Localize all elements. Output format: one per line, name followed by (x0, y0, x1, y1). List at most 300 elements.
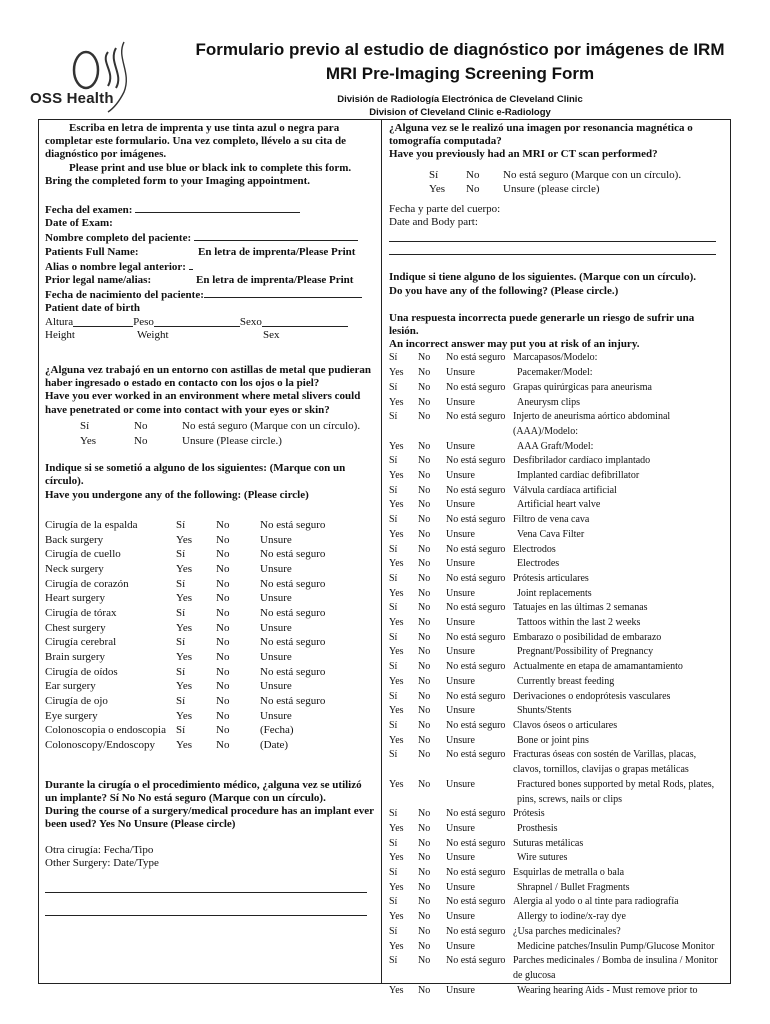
print-hint: En letra de imprenta/Please Print (198, 245, 356, 258)
condition-condition-label: Marcapasos/Modelo: (513, 352, 598, 364)
condition-row[interactable] (389, 498, 725, 513)
condition-condition-label: Prosthesis (517, 822, 558, 834)
condition-row[interactable] (389, 645, 725, 660)
condition-opt-no[interactable]: No (418, 837, 431, 849)
condition-row[interactable] (389, 396, 725, 411)
condition-opt-unsure[interactable]: Unsure (446, 499, 475, 511)
condition-opt-yes[interactable]: Sí (389, 411, 398, 423)
surgery-opt-yes[interactable]: Yes (176, 739, 193, 752)
condition-opt-yes[interactable]: Sí (389, 455, 398, 467)
sex-label-en: Sex (263, 328, 280, 341)
condition-condition-label: Fractured bones supported by metal Rods, plates, pins, screws, nails or clips (517, 778, 715, 805)
condition-row[interactable] (389, 719, 725, 734)
height-field[interactable] (73, 316, 133, 327)
condition-condition-label: Pacemaker/Model: (517, 367, 593, 379)
column-divider (381, 119, 382, 984)
condition-condition-label: Joint replacements (517, 587, 592, 599)
condition-opt-unsure[interactable]: No está seguro (446, 514, 506, 526)
condition-opt-unsure[interactable]: Unsure (446, 852, 475, 864)
condition-opt-yes[interactable]: Yes (389, 646, 404, 658)
condition-opt-yes[interactable]: Sí (389, 955, 398, 967)
condition-opt-yes[interactable]: Sí (389, 896, 398, 908)
surgery-opt-unsure[interactable]: Unsure (260, 709, 292, 722)
surgery-opt-unsure[interactable]: No está seguro (260, 606, 326, 619)
surgery-opt-no[interactable]: No (216, 606, 230, 619)
condition-condition-label: Alergia al yodo o al tinte para radiografía (513, 896, 679, 908)
surgery-opt-unsure[interactable]: Unsure (260, 592, 292, 605)
alias-label-es: Alias o nombre legal anterior: (45, 260, 186, 273)
condition-row[interactable] (389, 410, 725, 439)
condition-opt-no[interactable]: No (418, 984, 431, 996)
condition-opt-unsure[interactable]: No está seguro (446, 867, 506, 879)
condition-condition-label: Injerto de aneurisma aórtico abdominal (AAA)/Modelo: (513, 411, 671, 437)
surgery-row[interactable] (45, 562, 375, 577)
condition-opt-yes[interactable]: Yes (389, 587, 404, 599)
condition-condition-label: Prótesis articulares (513, 572, 589, 584)
warning-es: Una respuesta incorrecta puede generarle un riesgo de sufrir una lesión. (389, 311, 695, 337)
condition-opt-yes[interactable]: Yes (389, 396, 404, 408)
prior-mri-question-es: ¿Alguna vez se le realizó una imagen por resonancia magnética o tomografía computada? (389, 122, 693, 148)
condition-condition-label: Shunts/Stents (517, 705, 572, 717)
surgery-row[interactable] (45, 694, 375, 709)
condition-opt-no[interactable]: No (418, 470, 431, 482)
condition-condition-label: Electrodes (517, 558, 560, 570)
surgery-opt-unsure[interactable]: Unsure (260, 562, 292, 575)
condition-opt-no[interactable]: No (418, 778, 431, 790)
condition-opt-yes[interactable]: Yes (389, 940, 404, 952)
surgery-label: Ear surgery (45, 680, 96, 693)
condition-row[interactable] (389, 910, 725, 925)
condition-row[interactable] (389, 807, 725, 822)
condition-opt-unsure[interactable]: Unsure (446, 528, 475, 540)
condition-opt-unsure[interactable]: Unsure (446, 675, 475, 687)
condition-opt-no[interactable]: No (418, 587, 431, 599)
condition-row[interactable] (389, 925, 725, 940)
condition-opt-unsure[interactable]: No está seguro (446, 602, 506, 614)
condition-opt-unsure[interactable]: Unsure (446, 646, 475, 658)
condition-condition-label: Esquirlas de metralla o bala (513, 867, 625, 879)
condition-row[interactable] (389, 454, 725, 469)
surgery-opt-unsure[interactable]: No está seguro (260, 695, 326, 708)
surgery-label: Cirugía de oídos (45, 665, 118, 678)
condition-opt-unsure[interactable]: Unsure (446, 984, 475, 996)
condition-row[interactable] (389, 660, 725, 675)
metal-options-en[interactable]: Yes No Unsure (Please circle.) (80, 434, 282, 447)
right-column (389, 122, 725, 998)
condition-opt-unsure[interactable]: Unsure (446, 911, 475, 923)
condition-opt-yes[interactable]: Sí (389, 543, 398, 555)
condition-opt-unsure[interactable]: No está seguro (446, 925, 506, 937)
condition-opt-yes[interactable]: Yes (389, 822, 404, 834)
condition-condition-label: Válvula cardíaca artificial (513, 484, 617, 496)
condition-opt-no[interactable]: No (418, 352, 431, 364)
exam-date-field[interactable] (135, 202, 300, 213)
condition-row[interactable] (389, 851, 725, 866)
condition-condition-label: Tattoos within the last 2 weeks (517, 617, 641, 629)
implant-question-es: Durante la cirugía o el procedimiento médico, ¿alguna vez se utilizó un implante? Sí No No está seguro (Marque con un círculo). (45, 778, 362, 805)
condition-opt-unsure[interactable]: No está seguro (446, 955, 506, 967)
condition-opt-unsure[interactable]: No está seguro (446, 543, 506, 555)
condition-opt-unsure[interactable]: Unsure (446, 367, 475, 379)
surgery-opt-yes[interactable]: Sí (176, 695, 186, 708)
surgery-opt-no[interactable]: No (216, 562, 230, 575)
surgery-opt-unsure[interactable]: No está seguro (260, 665, 326, 678)
condition-opt-no[interactable]: No (418, 455, 431, 467)
condition-opt-no[interactable]: No (418, 617, 431, 629)
surgery-opt-no[interactable]: No (216, 577, 230, 590)
condition-opt-yes[interactable]: Yes (389, 705, 404, 717)
surgery-opt-yes[interactable]: Yes (176, 533, 193, 546)
condition-opt-yes[interactable]: Sí (389, 484, 398, 496)
condition-opt-yes[interactable]: Yes (389, 617, 404, 629)
condition-opt-no[interactable]: No (418, 396, 431, 408)
condition-opt-yes[interactable]: Yes (389, 499, 404, 511)
surgery-opt-yes[interactable]: Sí (176, 606, 186, 619)
condition-condition-label: Filtro de vena cava (513, 514, 590, 526)
surgery-opt-unsure[interactable]: Unsure (260, 621, 292, 634)
condition-opt-unsure[interactable]: No está seguro (446, 808, 506, 820)
condition-row[interactable] (389, 484, 725, 499)
condition-opt-unsure[interactable]: No está seguro (446, 352, 506, 364)
logo-text: OSS Health (30, 90, 114, 107)
surgery-opt-no[interactable]: No (216, 680, 230, 693)
condition-opt-yes[interactable]: Yes (389, 675, 404, 687)
surgery-opt-unsure[interactable]: (Fecha) (260, 724, 294, 737)
condition-opt-unsure[interactable]: Unsure (446, 617, 475, 629)
condition-row[interactable] (389, 616, 725, 631)
condition-condition-label: Currently breast feeding (517, 675, 615, 687)
surgery-opt-yes[interactable]: Sí (176, 636, 186, 649)
surgery-opt-unsure[interactable]: Unsure (260, 651, 292, 664)
condition-opt-no[interactable]: No (418, 572, 431, 584)
condition-opt-unsure[interactable]: Unsure (446, 587, 475, 599)
other-surgery-label-en: Other Surgery: Date/Type (45, 856, 159, 869)
surgeries-question-es: Indique si se sometió a alguno de los siguientes: (Marque con un círculo). (45, 462, 346, 488)
prior-mri-options-es[interactable]: Sí No No está seguro (Marque con un círculo). (429, 168, 682, 181)
surgery-label: Eye surgery (45, 709, 98, 722)
surgery-row[interactable] (45, 723, 375, 738)
condition-opt-no[interactable]: No (418, 925, 431, 937)
surgery-label: Cirugía de tórax (45, 606, 117, 619)
surgery-row[interactable] (45, 709, 375, 724)
condition-opt-unsure[interactable]: No está seguro (446, 896, 506, 908)
condition-row[interactable] (389, 940, 725, 955)
condition-opt-no[interactable]: No (418, 808, 431, 820)
condition-row[interactable] (389, 528, 725, 543)
surgery-label: Back surgery (45, 533, 104, 546)
condition-row[interactable] (389, 366, 725, 381)
condition-opt-no[interactable]: No (418, 367, 431, 379)
condition-opt-yes[interactable]: Sí (389, 661, 398, 673)
surgery-opt-yes[interactable]: Yes (176, 680, 193, 693)
condition-opt-no[interactable]: No (418, 955, 431, 967)
full-name-label-en: Patients Full Name: (45, 245, 139, 258)
condition-condition-label: Wearing hearing Aids - Must remove prior to (517, 984, 698, 996)
surgery-opt-no[interactable]: No (216, 709, 230, 722)
body-part-label-en: Date and Body part: (389, 216, 478, 229)
full-name-field[interactable] (194, 230, 358, 241)
condition-row[interactable] (389, 381, 725, 396)
condition-opt-unsure[interactable]: No está seguro (446, 837, 506, 849)
surgeries-question-en: Have you undergone any of the following: (Please circle) (45, 488, 309, 501)
condition-opt-no[interactable]: No (418, 646, 431, 658)
surgery-row[interactable] (45, 518, 375, 533)
condition-opt-yes[interactable]: Sí (389, 837, 398, 849)
weight-field[interactable] (154, 316, 240, 327)
condition-opt-no[interactable]: No (418, 440, 431, 452)
condition-row[interactable] (389, 601, 725, 616)
surgery-opt-no[interactable]: No (216, 636, 230, 649)
condition-opt-no[interactable]: No (418, 822, 431, 834)
condition-condition-label: AAA Graft/Model: (517, 440, 594, 452)
condition-opt-unsure[interactable]: Unsure (446, 396, 475, 408)
metal-options-es[interactable]: Sí No No está seguro (Marque con un círculo). (80, 419, 361, 432)
condition-opt-no[interactable]: No (418, 514, 431, 526)
condition-opt-no[interactable]: No (418, 661, 431, 673)
surgery-label: Brain surgery (45, 651, 105, 664)
condition-opt-no[interactable]: No (418, 499, 431, 511)
condition-condition-label: Actualmente en etapa de amamantamiento (513, 661, 683, 673)
condition-opt-yes[interactable]: Sí (389, 925, 398, 937)
warning-en: An incorrect answer may put you at risk of an injury. (389, 338, 640, 351)
surgery-row[interactable] (45, 533, 375, 548)
condition-row[interactable] (389, 778, 725, 807)
condition-opt-no[interactable]: No (418, 543, 431, 555)
surgery-opt-unsure[interactable]: No está seguro (260, 548, 326, 561)
surgery-row[interactable] (45, 606, 375, 621)
condition-opt-yes[interactable]: Yes (389, 778, 404, 790)
condition-opt-unsure[interactable]: Unsure (446, 558, 475, 570)
condition-condition-label: Medicine patches/Insulin Pump/Glucose Monitor (517, 940, 715, 952)
surgery-opt-yes[interactable]: Yes (176, 621, 193, 634)
surgery-opt-yes[interactable]: Yes (176, 709, 193, 722)
surgery-label: Cirugía cerebral (45, 636, 117, 649)
condition-opt-no[interactable]: No (418, 484, 431, 496)
surgery-opt-no[interactable]: No (216, 695, 230, 708)
surgery-opt-unsure[interactable]: No está seguro (260, 577, 326, 590)
condition-opt-no[interactable]: No (418, 631, 431, 643)
height-label-es: Altura (45, 315, 74, 328)
condition-opt-yes[interactable]: Yes (389, 470, 404, 482)
condition-opt-no[interactable]: No (418, 558, 431, 570)
condition-opt-no[interactable]: No (418, 411, 431, 423)
surgery-label: Heart surgery (45, 592, 105, 605)
condition-opt-yes[interactable]: Yes (389, 911, 404, 923)
form-title-en: MRI Pre-Imaging Screening Form (325, 64, 595, 83)
condition-opt-yes[interactable]: Yes (389, 881, 404, 893)
condition-opt-yes[interactable]: Sí (389, 867, 398, 879)
condition-opt-unsure[interactable]: No está seguro (446, 572, 506, 584)
condition-opt-yes[interactable]: Sí (389, 719, 398, 731)
condition-opt-no[interactable]: No (418, 940, 431, 952)
condition-opt-unsure[interactable]: Unsure (446, 881, 475, 893)
surgery-opt-yes[interactable]: Yes (176, 592, 193, 605)
condition-opt-yes[interactable]: Sí (389, 749, 398, 761)
surgery-opt-yes[interactable]: Sí (176, 724, 186, 737)
condition-opt-no[interactable]: No (418, 749, 431, 761)
surgery-opt-no[interactable]: No (216, 518, 230, 531)
surgery-row[interactable] (45, 679, 375, 694)
surgery-row[interactable] (45, 635, 375, 650)
metal-question-en: Have you ever worked in an environment where metal slivers could have penetrated or come into contact with your eyes or skin? (45, 390, 361, 416)
condition-row[interactable] (389, 587, 725, 602)
condition-opt-yes[interactable]: Yes (389, 984, 404, 996)
condition-row[interactable] (389, 881, 725, 896)
condition-opt-yes[interactable]: Yes (389, 367, 404, 379)
conditions-question-es: Indique si tiene alguno de los siguientes. (Marque con un círculo). (389, 271, 697, 284)
dob-field[interactable] (204, 287, 362, 298)
surgery-opt-no[interactable]: No (216, 665, 230, 678)
condition-opt-yes[interactable]: Sí (389, 572, 398, 584)
condition-opt-no[interactable]: No (418, 881, 431, 893)
condition-row[interactable] (389, 734, 725, 749)
condition-row[interactable] (389, 690, 725, 705)
surgery-opt-yes[interactable]: Yes (176, 651, 193, 664)
condition-opt-yes[interactable]: Yes (389, 528, 404, 540)
condition-opt-unsure[interactable]: Unsure (446, 822, 475, 834)
surgery-opt-yes[interactable]: Sí (176, 665, 186, 678)
condition-opt-unsure[interactable]: No está seguro (446, 661, 506, 673)
condition-opt-no[interactable]: No (418, 602, 431, 614)
surgery-opt-unsure[interactable]: (Date) (260, 739, 289, 752)
condition-row[interactable] (389, 748, 725, 777)
condition-opt-no[interactable]: No (418, 719, 431, 731)
condition-condition-label: Desfibrilador cardíaco implantado (513, 455, 651, 467)
condition-opt-unsure[interactable]: No está seguro (446, 749, 506, 761)
body-part-line-1[interactable] (389, 229, 716, 242)
condition-opt-yes[interactable]: Sí (389, 514, 398, 526)
surgery-opt-yes[interactable]: Yes (176, 562, 193, 575)
surgery-row[interactable] (45, 665, 375, 680)
surgery-opt-yes[interactable]: Sí (176, 548, 186, 561)
condition-opt-no[interactable]: No (418, 381, 431, 393)
condition-opt-yes[interactable]: Sí (389, 602, 398, 614)
surgery-opt-unsure[interactable]: Unsure (260, 680, 292, 693)
condition-opt-unsure[interactable]: No está seguro (446, 719, 506, 731)
surgery-opt-yes[interactable]: Sí (176, 577, 186, 590)
surgery-row[interactable] (45, 621, 375, 636)
surgery-opt-no[interactable]: No (216, 651, 230, 664)
condition-opt-no[interactable]: No (418, 867, 431, 879)
surgery-opt-no[interactable]: No (216, 621, 230, 634)
surgery-label: Neck surgery (45, 562, 104, 575)
prior-mri-options-en[interactable]: Yes No Unsure (please circle) (429, 183, 600, 196)
condition-opt-yes[interactable]: Yes (389, 734, 404, 746)
condition-opt-unsure[interactable]: Unsure (446, 734, 475, 746)
condition-condition-label: Aneurysm clips (517, 396, 581, 408)
condition-opt-unsure[interactable]: No está seguro (446, 631, 506, 643)
condition-condition-label: Tatuajes en las últimas 2 semanas (513, 602, 648, 614)
condition-opt-yes[interactable]: Yes (389, 852, 404, 864)
condition-condition-label: Bone or joint pins (517, 734, 589, 746)
condition-opt-yes[interactable]: Sí (389, 808, 398, 820)
condition-opt-no[interactable]: No (418, 528, 431, 540)
condition-opt-yes[interactable]: Sí (389, 631, 398, 643)
condition-opt-unsure[interactable]: Unsure (446, 440, 475, 452)
condition-opt-unsure[interactable]: Unsure (446, 470, 475, 482)
full-name-label-es: Nombre completo del paciente: (45, 232, 192, 245)
condition-opt-yes[interactable]: Sí (389, 690, 398, 702)
surgery-label: Cirugía de cuello (45, 548, 121, 561)
sex-field[interactable] (262, 316, 348, 327)
condition-opt-unsure[interactable]: Unsure (446, 940, 475, 952)
surgery-opt-no[interactable]: No (216, 739, 230, 752)
condition-row[interactable] (389, 631, 725, 646)
condition-row[interactable] (389, 984, 725, 999)
condition-opt-unsure[interactable]: Unsure (446, 778, 475, 790)
body-part-line-2[interactable] (389, 242, 716, 255)
surgery-opt-unsure[interactable]: No está seguro (260, 518, 326, 531)
condition-row[interactable] (389, 895, 725, 910)
condition-opt-unsure[interactable]: No está seguro (446, 455, 506, 467)
condition-row[interactable] (389, 954, 725, 983)
surgery-row[interactable] (45, 547, 375, 562)
condition-opt-unsure[interactable]: Unsure (446, 705, 475, 717)
condition-row[interactable] (389, 572, 725, 587)
condition-opt-no[interactable]: No (418, 705, 431, 717)
condition-row[interactable] (389, 440, 725, 455)
prior-mri-question-en: Have you previously had an MRI or CT scan performed? (389, 148, 658, 161)
condition-opt-unsure[interactable]: No está seguro (446, 381, 506, 393)
condition-opt-yes[interactable]: Yes (389, 558, 404, 570)
surgery-opt-unsure[interactable]: No está seguro (260, 636, 326, 649)
condition-opt-no[interactable]: No (418, 896, 431, 908)
condition-row[interactable] (389, 822, 725, 837)
condition-opt-unsure[interactable]: No está seguro (446, 484, 506, 496)
condition-row[interactable] (389, 704, 725, 719)
other-surgery-line-2[interactable] (45, 903, 367, 916)
print-hint-2: En letra de imprenta/Please Print (196, 274, 354, 287)
surgery-row[interactable] (45, 577, 375, 592)
condition-opt-no[interactable]: No (418, 911, 431, 923)
surgery-opt-no[interactable]: No (216, 548, 230, 561)
surgery-opt-no[interactable]: No (216, 592, 230, 605)
condition-opt-no[interactable]: No (418, 690, 431, 702)
condition-row[interactable] (389, 866, 725, 881)
condition-condition-label: Suturas metálicas (513, 837, 584, 849)
other-surgery-line-1[interactable] (45, 880, 367, 893)
condition-row[interactable] (389, 469, 725, 484)
condition-opt-yes[interactable]: Sí (389, 381, 398, 393)
surgery-opt-unsure[interactable]: Unsure (260, 533, 292, 546)
condition-opt-unsure[interactable]: No está seguro (446, 411, 506, 423)
condition-row[interactable] (389, 543, 725, 558)
condition-row[interactable] (389, 675, 725, 690)
condition-row[interactable] (389, 837, 725, 852)
exam-date-label-es: Fecha del examen: (45, 204, 133, 217)
condition-row[interactable] (389, 513, 725, 528)
surgery-opt-no[interactable]: No (216, 724, 230, 737)
form-title-es: Formulario previo al estudio de diagnóstico por imágenes de IRM (195, 40, 725, 59)
condition-opt-unsure[interactable]: No está seguro (446, 690, 506, 702)
surgery-row[interactable] (45, 650, 375, 665)
surgery-opt-no[interactable]: No (216, 533, 230, 546)
condition-opt-yes[interactable]: Yes (389, 440, 404, 452)
condition-condition-label: Allergy to iodine/x-ray dye (517, 911, 626, 923)
condition-opt-no[interactable]: No (418, 734, 431, 746)
surgery-opt-yes[interactable]: Sí (176, 518, 186, 531)
alias-field[interactable] (189, 259, 193, 270)
condition-row[interactable] (389, 557, 725, 572)
surgery-label: Cirugía de la espalda (45, 518, 138, 531)
surgery-row[interactable] (45, 738, 375, 753)
surgery-row[interactable] (45, 591, 375, 606)
condition-opt-no[interactable]: No (418, 675, 431, 687)
condition-opt-yes[interactable]: Sí (389, 352, 398, 364)
sex-label-es: Sexo (239, 315, 262, 328)
condition-opt-no[interactable]: No (418, 852, 431, 864)
condition-row[interactable] (389, 351, 725, 366)
